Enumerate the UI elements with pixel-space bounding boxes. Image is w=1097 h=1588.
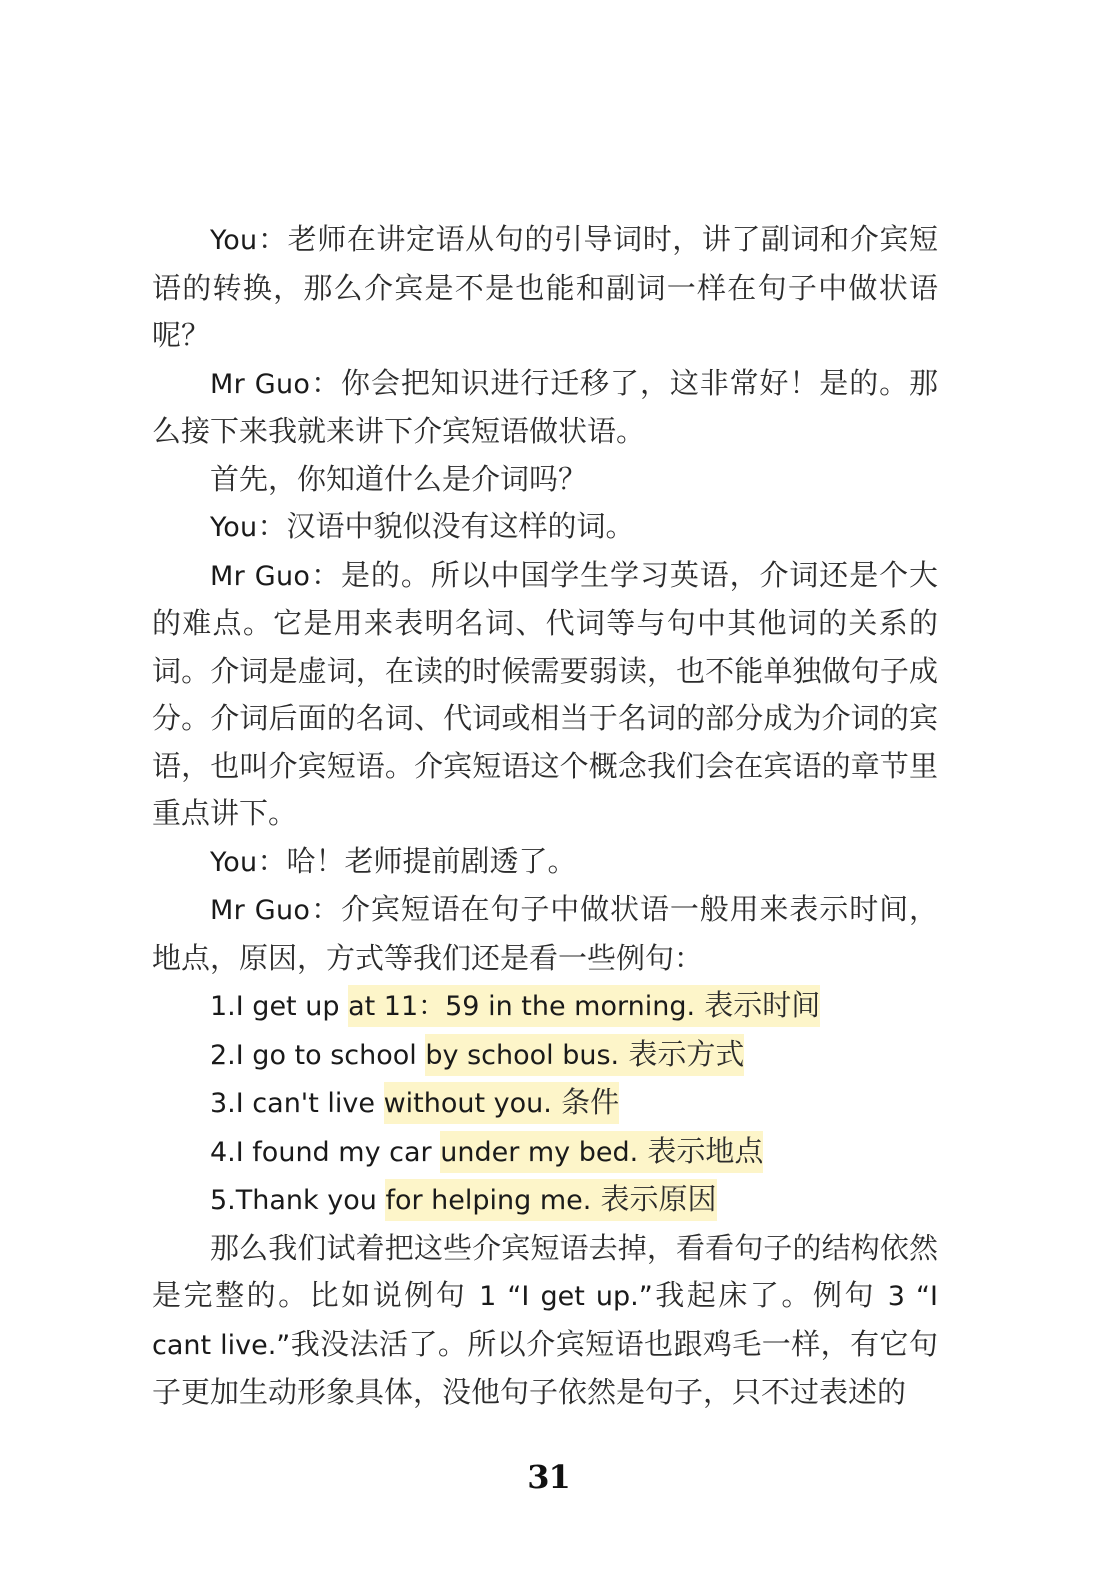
prepositional-phrase: by school bus. [425, 1039, 620, 1071]
speaker-label: Mr Guo [210, 368, 311, 400]
page-body [152, 216, 938, 1417]
speaker-label: Mr Guo [210, 895, 311, 926]
dialogue-paragraph [152, 886, 938, 982]
speaker-separator: ： [310, 365, 342, 400]
closing-text: 那么我们试着把这些介宾短语去掉，看看句子的结构依然是完整的。比如说例句 [152, 1230, 938, 1312]
speaker-separator: ： [310, 557, 342, 592]
example-number: 3 [887, 1281, 905, 1312]
dialogue-text: 老师在讲定语从句的引导词时，讲了副词和介宾短语的转换，那么介宾是不是也能和副词一样在句子中做状语呢？ [152, 222, 938, 352]
prepositional-phrase: for helping me. [385, 1185, 592, 1216]
dialogue-paragraph [152, 216, 938, 360]
example-highlight [440, 1131, 763, 1173]
example-sentence [152, 1128, 938, 1177]
closing-text: 我起床了。例句 [652, 1278, 888, 1312]
dialogue-text: 你会把知识进行迁移了，这非常好！是的。那么接下来我就来讲下介宾短语做状语。 [152, 365, 938, 448]
dialogue-text: 首先，你知道什么是介词吗？ [210, 461, 588, 496]
dialogue-paragraph [152, 503, 938, 552]
example-note: 条件 [551, 1085, 620, 1119]
example-note: 表示原因 [591, 1182, 717, 1216]
example-note: 表示方式 [619, 1036, 745, 1071]
example-note: 表示地点 [638, 1133, 764, 1168]
speaker-separator: ： [257, 222, 288, 256]
example-highlight [385, 1179, 716, 1221]
dialogue-text: 介宾短语在句子中做状语一般用来表示时间，地点，原因，方式等我们还是看一些例句： [152, 892, 938, 975]
example-highlight [384, 1082, 620, 1124]
page-number: 31 [527, 1458, 570, 1496]
dialogue-text: 汉语中貌似没有这样的词。 [286, 509, 635, 543]
dialogue-paragraph [152, 360, 938, 456]
speaker-separator: ： [257, 509, 287, 543]
example-main: 5.Thank you [210, 1185, 386, 1216]
example-highlight [425, 1034, 744, 1076]
example-sentence [152, 982, 938, 1031]
closing-text: 我没法活了。所以介宾短语也跟鸡毛一样，有它句子更加生动形象具体，没他句子依然是句子，只不过表述的 [152, 1326, 938, 1409]
example-note: 表示时间 [695, 988, 821, 1022]
dialogue-text: 是的。所以中国学生学习英语，介词还是个大的难点。它是用来表明名词、代词等与句中其他词的关系的词。介词是虚词，在读的时候需要弱读，也不能单独做句子成分。介词后面的名词、代词或相当于名词的部分成为介词的宾语，也叫介宾短语。介宾短语这个概念我们会在宾语的章节里重点讲下。 [152, 557, 938, 830]
speaker-label: Mr Guo [210, 560, 311, 592]
quoted-sentence: “I get up.” [496, 1281, 653, 1312]
example-sentence [152, 1079, 938, 1128]
prepositional-phrase: without you. [383, 1088, 552, 1119]
speaker-separator: ： [310, 892, 342, 926]
speaker-label: You [210, 225, 258, 256]
closing-paragraph [152, 1225, 938, 1417]
example-sentence [152, 1031, 938, 1080]
example-main: 4.I found my car [210, 1136, 441, 1168]
speaker-label: You [210, 846, 258, 878]
speaker-label: You [210, 512, 258, 543]
dialogue-paragraph [152, 838, 938, 887]
example-sentence [152, 1176, 938, 1225]
speaker-separator: ： [257, 843, 287, 878]
dialogue-paragraph [152, 552, 938, 838]
narration-paragraph [152, 456, 938, 504]
prepositional-phrase: at 11：59 in the morning. [348, 991, 696, 1022]
example-main: 1.I get up [210, 991, 349, 1022]
quoted-sentence: “I cant live.” [152, 1281, 939, 1361]
dialogue-text: 哈！老师提前剧透了。 [286, 843, 577, 878]
example-main: 3.I can't live [210, 1088, 384, 1119]
example-highlight [348, 985, 820, 1027]
prepositional-phrase: under my bed. [440, 1136, 639, 1168]
example-main: 2.I go to school [210, 1039, 426, 1071]
example-number: 1 [479, 1281, 497, 1312]
